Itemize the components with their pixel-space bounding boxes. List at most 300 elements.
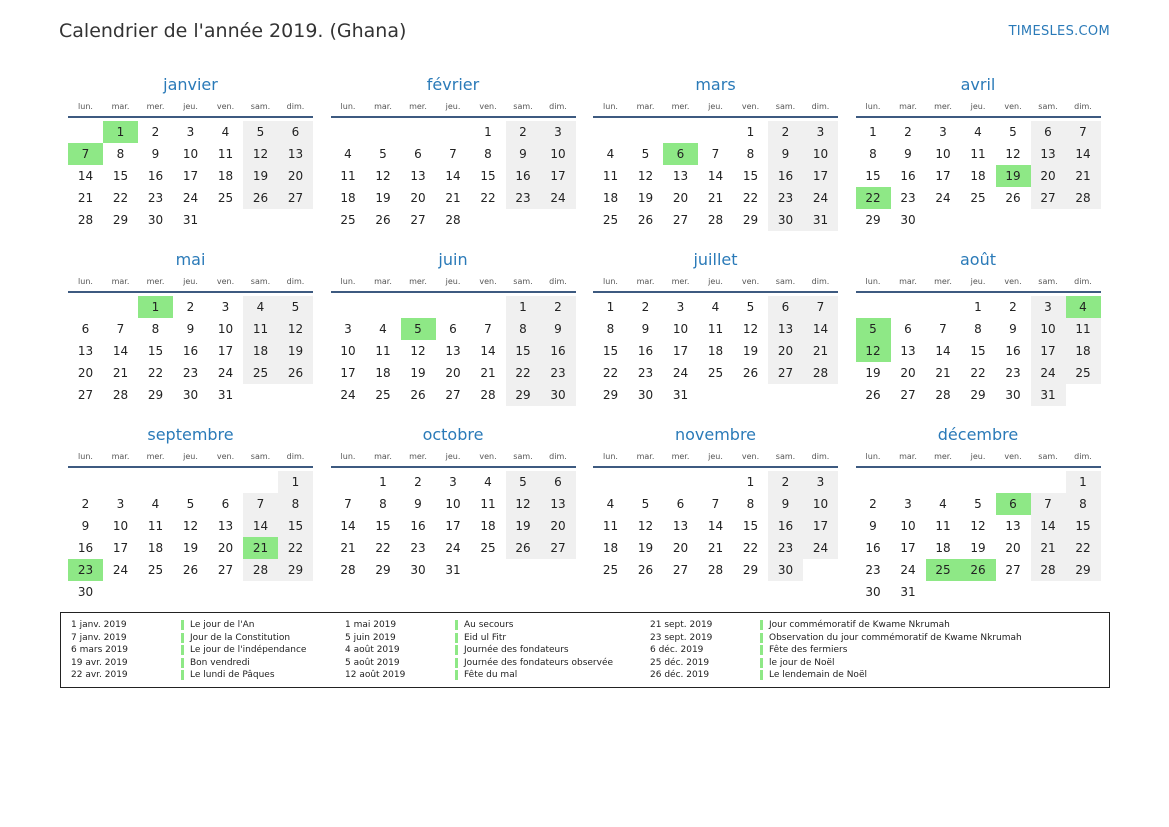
weekday-label: sam. [1038, 102, 1058, 111]
day-cell: 25 [480, 541, 496, 555]
day-cell: 5 [243, 121, 278, 143]
day-cell: 14 [1031, 515, 1066, 537]
day-cell: 16 [410, 519, 426, 533]
month-name: janvier [163, 75, 218, 94]
day-cell: 9 [81, 519, 90, 533]
day-cell: 6 [904, 322, 912, 336]
day-cell: 19 [410, 366, 426, 380]
day-cell: 20 [278, 165, 313, 187]
empty-cell [331, 471, 366, 493]
empty-cell [436, 121, 471, 143]
day-cell: 10 [182, 147, 199, 161]
day-cell: 17 [803, 515, 838, 537]
header-divider [331, 466, 576, 468]
empty-cell [208, 471, 243, 493]
legend-holiday-name: Le jour de l'An [190, 620, 255, 630]
day-cell: 8 [379, 497, 387, 511]
legend-row [71, 669, 306, 682]
day-cell: 17 [803, 165, 838, 187]
holiday-color-marker [181, 645, 184, 655]
day-cell: 1 [606, 300, 615, 314]
month-7 [593, 249, 838, 424]
day-cell: 25 [340, 213, 356, 227]
weekday-label: mer. [409, 452, 427, 461]
day-cell: 5 [278, 296, 313, 318]
day-cell: 10 [217, 322, 234, 336]
holiday-color-marker [760, 670, 763, 680]
day-cell: 29 [1066, 559, 1101, 581]
day-cell: 26 [506, 537, 541, 559]
day-cell: 27 [1031, 187, 1066, 209]
legend-row [650, 644, 1022, 657]
day-cell: 11 [243, 318, 278, 340]
day-cell: 17 [935, 169, 951, 183]
day-cell: 19 [375, 191, 391, 205]
day-cell: 28 [803, 362, 838, 384]
weekday-label: sam. [1038, 277, 1058, 286]
day-cell: 18 [935, 541, 951, 555]
day-cell: 3 [116, 497, 125, 511]
empty-cell [628, 121, 663, 143]
weekday-label: jeu. [183, 277, 198, 286]
legend-row [650, 657, 1022, 670]
site-link[interactable]: TIMESLES.COM [1008, 24, 1110, 39]
day-cell: 11 [340, 169, 356, 183]
day-cell: 11 [602, 519, 619, 533]
days-grid [593, 471, 838, 581]
day-cell: 20 [77, 366, 94, 380]
header-divider [856, 466, 1101, 468]
day-cell: 22 [375, 541, 391, 555]
month-name: novembre [674, 425, 757, 444]
day-cell: 1 [484, 125, 492, 139]
day-cell: 4 [221, 125, 230, 139]
day-cell: 16 [900, 169, 916, 183]
day-cell: 30 [1005, 388, 1021, 402]
holiday-day-cell: 19 [996, 165, 1031, 187]
holiday-color-marker [760, 620, 763, 630]
day-cell: 7 [1031, 493, 1066, 515]
day-cell: 19 [742, 344, 759, 358]
weekday-label: ven. [216, 452, 235, 461]
holiday-day-cell: 5 [401, 318, 436, 340]
days-grid [593, 121, 838, 231]
holiday-day-cell: 25 [926, 559, 961, 581]
day-cell: 10 [541, 143, 576, 165]
weekday-label: mer. [671, 452, 690, 461]
day-cell: 27 [278, 187, 313, 209]
day-cell: 6 [541, 471, 576, 493]
weekday-label: lun. [603, 277, 618, 286]
day-cell: 27 [445, 388, 461, 402]
holiday-color-marker [181, 633, 184, 643]
holiday-day-cell: 7 [68, 143, 103, 165]
day-cell: 18 [970, 169, 986, 183]
legend-row [345, 669, 613, 682]
day-cell: 2 [541, 296, 576, 318]
day-cell: 5 [974, 497, 982, 511]
weekday-header [856, 100, 1101, 114]
day-cell: 18 [1066, 340, 1101, 362]
legend-holiday-name: Observation du jour commémoratif de Kwame Nkrumah [769, 632, 1022, 643]
day-cell: 19 [506, 515, 541, 537]
days-grid [68, 471, 313, 603]
month-name: août [959, 250, 996, 269]
day-cell: 13 [445, 344, 461, 358]
day-cell: 10 [445, 497, 461, 511]
month-name: mai [175, 250, 206, 269]
day-cell: 28 [112, 388, 129, 402]
day-cell: 8 [746, 497, 755, 511]
month-name: mars [695, 75, 736, 94]
day-cell: 27 [1005, 563, 1021, 577]
day-cell: 2 [869, 497, 877, 511]
day-cell: 9 [506, 143, 541, 165]
day-cell: 21 [77, 191, 94, 205]
legend-holiday-name: Jour de la Constitution [190, 632, 291, 643]
day-cell: 2 [151, 125, 160, 139]
legend-row [71, 632, 306, 645]
weekday-label: mer. [934, 277, 952, 286]
day-cell: 18 [340, 191, 356, 205]
weekday-label: lun. [78, 277, 93, 286]
weekday-label: mar. [899, 452, 917, 461]
day-cell: 4 [939, 497, 947, 511]
day-cell: 11 [147, 519, 164, 533]
month-name: février [426, 75, 480, 94]
day-cell: 17 [1031, 340, 1066, 362]
day-cell: 13 [278, 143, 313, 165]
weekday-label: lun. [340, 452, 356, 461]
day-cell: 16 [182, 344, 199, 358]
legend-date: 5 août 2019 [345, 657, 400, 668]
day-cell: 2 [186, 300, 195, 314]
legend-date: 26 déc. 2019 [650, 670, 710, 680]
weekday-label: mer. [409, 277, 427, 286]
day-cell: 8 [606, 322, 615, 336]
day-cell: 31 [900, 585, 916, 599]
weekday-header [68, 275, 313, 289]
day-cell: 27 [672, 563, 689, 577]
day-cell: 20 [217, 541, 234, 555]
weekday-label: mar. [111, 277, 130, 286]
weekday-label: dim. [1074, 102, 1092, 111]
month-1 [68, 74, 313, 249]
empty-cell [401, 121, 436, 143]
day-cell: 22 [1066, 537, 1101, 559]
day-cell: 22 [112, 191, 129, 205]
holiday-color-marker [455, 645, 458, 655]
day-cell: 5 [379, 147, 387, 161]
day-cell: 22 [970, 366, 986, 380]
day-cell: 13 [77, 344, 94, 358]
weekday-label: lun. [340, 277, 356, 286]
month-8 [856, 249, 1101, 424]
day-cell: 6 [449, 322, 457, 336]
day-cell: 25 [602, 213, 619, 227]
empty-cell [68, 296, 103, 318]
day-cell: 7 [711, 147, 720, 161]
legend-date: 19 avr. 2019 [71, 657, 128, 668]
weekday-label: jeu. [183, 102, 198, 111]
day-cell: 30 [410, 563, 426, 577]
month-12 [856, 424, 1101, 599]
day-cell: 17 [445, 519, 461, 533]
holiday-day-cell: 12 [856, 340, 891, 362]
day-cell: 27 [900, 388, 916, 402]
holiday-day-cell: 26 [961, 559, 996, 581]
weekday-label: sam. [250, 277, 271, 286]
day-cell: 28 [1066, 187, 1101, 209]
day-cell: 2 [414, 475, 422, 489]
weekday-label: mer. [934, 102, 952, 111]
day-cell: 27 [77, 388, 94, 402]
empty-cell [68, 121, 103, 143]
weekday-label: lun. [865, 102, 881, 111]
day-cell: 24 [935, 191, 951, 205]
day-cell: 14 [243, 515, 278, 537]
day-cell: 13 [672, 519, 689, 533]
legend-column [650, 619, 1022, 682]
weekday-label: mar. [899, 102, 917, 111]
day-cell: 15 [480, 169, 496, 183]
day-cell: 13 [410, 169, 426, 183]
weekday-label: jeu. [183, 452, 198, 461]
empty-cell [926, 471, 961, 493]
day-cell: 13 [900, 344, 916, 358]
day-cell: 24 [112, 563, 129, 577]
day-cell: 14 [1066, 143, 1101, 165]
legend-holiday-name: Journée des fondateurs [464, 645, 569, 655]
day-cell: 28 [340, 563, 356, 577]
day-cell: 2 [641, 300, 650, 314]
weekday-header [331, 450, 576, 464]
legend-date: 6 déc. 2019 [650, 645, 704, 655]
month-9 [68, 424, 313, 599]
day-cell: 17 [541, 165, 576, 187]
weekday-label: lun. [865, 452, 881, 461]
day-cell: 2 [1009, 300, 1017, 314]
day-cell: 6 [414, 147, 422, 161]
weekday-label: mar. [899, 277, 917, 286]
day-cell: 4 [151, 497, 160, 511]
day-cell: 30 [541, 384, 576, 406]
weekday-label: dim. [549, 452, 567, 461]
day-cell: 22 [602, 366, 619, 380]
day-cell: 21 [935, 366, 951, 380]
weekday-label: sam. [775, 102, 796, 111]
header-divider [593, 291, 838, 293]
day-cell: 18 [375, 366, 391, 380]
day-cell: 25 [147, 563, 164, 577]
weekday-header [593, 100, 838, 114]
day-cell: 1 [746, 475, 755, 489]
holiday-day-cell: 21 [243, 537, 278, 559]
day-cell: 15 [147, 344, 164, 358]
day-cell: 28 [445, 213, 461, 227]
day-cell: 29 [147, 388, 164, 402]
day-cell: 28 [935, 388, 951, 402]
empty-cell [173, 471, 208, 493]
month-name: octobre [422, 425, 484, 444]
day-cell: 21 [803, 340, 838, 362]
day-cell: 12 [637, 169, 654, 183]
day-cell: 24 [900, 563, 916, 577]
empty-cell [891, 296, 926, 318]
weekday-header [593, 450, 838, 464]
weekday-header [68, 100, 313, 114]
day-cell: 4 [606, 147, 615, 161]
holiday-color-marker [455, 620, 458, 630]
empty-cell [471, 296, 506, 318]
day-cell: 30 [865, 585, 881, 599]
day-cell: 16 [506, 165, 541, 187]
weekday-label: mer. [409, 102, 427, 111]
day-cell: 23 [410, 541, 426, 555]
day-cell: 26 [742, 366, 759, 380]
weekday-label: jeu. [445, 277, 461, 286]
day-cell: 22 [742, 191, 759, 205]
day-cell: 4 [711, 300, 720, 314]
empty-cell [926, 296, 961, 318]
header-divider [331, 116, 576, 118]
days-grid [856, 121, 1101, 231]
legend-date: 4 août 2019 [345, 645, 400, 655]
day-cell: 12 [970, 519, 986, 533]
day-cell: 15 [865, 169, 881, 183]
day-cell: 22 [480, 191, 496, 205]
weekday-label: ven. [1004, 452, 1022, 461]
day-cell: 14 [340, 519, 356, 533]
day-cell: 3 [904, 497, 912, 511]
day-cell: 20 [672, 191, 689, 205]
weekday-label: sam. [1038, 452, 1058, 461]
day-cell: 14 [112, 344, 129, 358]
holiday-color-marker [760, 633, 763, 643]
header-divider [68, 116, 313, 118]
day-cell: 8 [116, 147, 125, 161]
day-cell: 31 [672, 388, 689, 402]
day-cell: 22 [147, 366, 164, 380]
legend-row [345, 619, 613, 632]
day-cell: 15 [970, 344, 986, 358]
header-divider [593, 116, 838, 118]
day-cell: 6 [221, 497, 230, 511]
weekday-label: sam. [775, 452, 796, 461]
day-cell: 15 [1066, 515, 1101, 537]
day-cell: 12 [637, 519, 654, 533]
day-cell: 27 [410, 213, 426, 227]
weekday-label: dim. [811, 102, 830, 111]
day-cell: 14 [707, 519, 724, 533]
day-cell: 20 [541, 515, 576, 537]
day-cell: 23 [1005, 366, 1021, 380]
day-cell: 26 [278, 362, 313, 384]
legend-date: 1 janv. 2019 [71, 620, 127, 630]
day-cell: 7 [344, 497, 352, 511]
weekday-label: dim. [286, 452, 305, 461]
day-cell: 24 [217, 366, 234, 380]
day-cell: 9 [768, 143, 803, 165]
day-cell: 11 [1066, 318, 1101, 340]
weekday-label: ven. [741, 452, 760, 461]
weekday-label: mer. [671, 277, 690, 286]
weekday-label: sam. [250, 452, 271, 461]
day-cell: 12 [742, 322, 759, 336]
day-cell: 27 [672, 213, 689, 227]
empty-cell [891, 471, 926, 493]
weekday-label: mar. [636, 452, 655, 461]
legend-holiday-name: le jour de Noël [769, 657, 835, 668]
day-cell: 1 [746, 125, 755, 139]
day-cell: 21 [112, 366, 129, 380]
weekday-label: dim. [286, 102, 305, 111]
day-cell: 4 [243, 296, 278, 318]
header-divider [856, 291, 1101, 293]
day-cell: 18 [707, 344, 724, 358]
day-cell: 5 [641, 497, 650, 511]
day-cell: 30 [182, 388, 199, 402]
day-cell: 10 [900, 519, 916, 533]
day-cell: 16 [147, 169, 164, 183]
day-cell: 12 [278, 318, 313, 340]
day-cell: 3 [541, 121, 576, 143]
day-cell: 23 [768, 537, 803, 559]
day-cell: 25 [707, 366, 724, 380]
holiday-color-marker [181, 658, 184, 668]
month-name: avril [960, 75, 996, 94]
weekday-label: mer. [146, 277, 165, 286]
legend-date: 1 mai 2019 [345, 620, 397, 630]
day-cell: 29 [742, 563, 759, 577]
weekday-label: ven. [1004, 277, 1022, 286]
legend-holiday-name: Journée des fondateurs observée [464, 657, 614, 668]
day-cell: 23 [182, 366, 199, 380]
day-cell: 3 [1031, 296, 1066, 318]
holiday-day-cell: 6 [996, 493, 1031, 515]
day-cell: 2 [768, 471, 803, 493]
day-cell: 17 [900, 541, 916, 555]
header-divider [331, 291, 576, 293]
day-cell: 8 [506, 318, 541, 340]
day-cell: 11 [480, 497, 496, 511]
day-cell: 12 [410, 344, 426, 358]
day-cell: 29 [865, 213, 881, 227]
day-cell: 16 [768, 165, 803, 187]
legend-date: 21 sept. 2019 [650, 620, 713, 630]
day-cell: 29 [506, 384, 541, 406]
day-cell: 11 [602, 169, 619, 183]
day-cell: 14 [803, 318, 838, 340]
day-cell: 5 [1009, 125, 1017, 139]
page-title: Calendrier de l'année 2019. (Ghana) [59, 20, 407, 42]
day-cell: 14 [935, 344, 951, 358]
day-cell: 8 [869, 147, 877, 161]
day-cell: 4 [379, 322, 387, 336]
day-cell: 16 [541, 340, 576, 362]
holiday-color-marker [455, 633, 458, 643]
days-grid [68, 296, 313, 406]
day-cell: 8 [484, 147, 492, 161]
day-cell: 17 [217, 344, 234, 358]
day-cell: 18 [602, 191, 619, 205]
weekday-label: dim. [549, 102, 567, 111]
empty-cell [698, 121, 733, 143]
holiday-day-cell: 22 [856, 187, 891, 209]
weekday-label: ven. [479, 277, 497, 286]
day-cell: 6 [676, 497, 685, 511]
day-cell: 21 [445, 191, 461, 205]
